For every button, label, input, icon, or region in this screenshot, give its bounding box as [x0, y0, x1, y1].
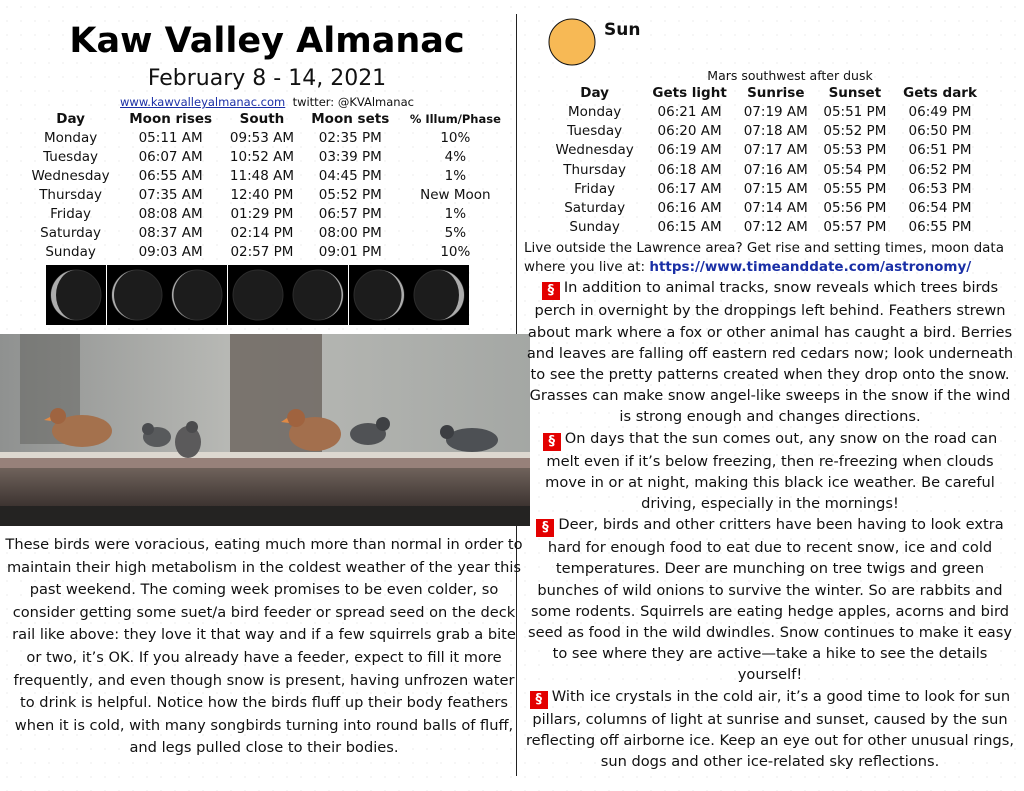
sun-cell: 07:16 AM: [743, 161, 808, 178]
note-text: On days that the sun comes out, any snow on the road can melt even if it’s below freezing, then re-freezing when clouds move in or at night, making this black ice weather. Be careful driving, especially in the mornings!: [545, 429, 998, 513]
sun-table-header: [546, 84, 986, 103]
elsewhere-note: [524, 239, 1016, 277]
moon-col-phase: % Illum/Phase: [409, 112, 501, 126]
moon-cell: 12:40 PM: [230, 187, 294, 203]
sun-cell: Thursday: [563, 161, 627, 178]
timeanddate-link[interactable]: https://www.timeanddate.com/astronomy/: [649, 259, 972, 276]
sun-table-row: [546, 122, 986, 141]
moon-cell: 5%: [444, 225, 467, 241]
sun-cell: Wednesday: [555, 142, 634, 159]
sun-table-body: [546, 103, 986, 237]
sun-table-row: [546, 199, 986, 218]
sun-cell: 06:18 AM: [657, 161, 722, 178]
moon-phase-image: [288, 265, 348, 325]
elsewhere-text: Live outside the Lawrence area? Get rise and setting times, moon data where you live at:: [524, 240, 1005, 276]
sun-cell: 06:15 AM: [657, 219, 722, 236]
moon-cell: Monday: [43, 130, 98, 146]
sun-table-row: [546, 103, 986, 122]
sun-cell: 07:18 AM: [743, 123, 808, 140]
section-mark-icon: §: [542, 282, 560, 300]
note-text: In addition to animal tracks, snow reveals which trees birds perch in overnight by the droppings left behind. Feathers strewn about mark where a fox or other animal has caught a bird. Berries and leaves are falling off eastern red cedars now; look underneath to see the pretty patterns created when they drop onto the snow. Grasses can make snow angel-like sweeps in the snow if the wind is strong enough and changes directions.: [526, 279, 1014, 426]
website-link[interactable]: www.kawvalleyalmanac.com: [120, 95, 286, 109]
sun-cell: 07:19 AM: [743, 104, 808, 120]
moon-cell: 09:03 AM: [138, 244, 203, 260]
moon-phase-image: [409, 265, 469, 325]
moon-table-row: [22, 243, 512, 262]
moon-cell: 08:37 AM: [138, 225, 203, 241]
moon-cell: 04:45 PM: [318, 168, 382, 184]
sun-table-row: [546, 180, 986, 199]
moon-table-row: [22, 186, 512, 205]
sun-cell: 05:55 PM: [823, 180, 887, 197]
moon-cell: 1%: [444, 206, 467, 222]
moon-table-header: [22, 110, 512, 129]
moon-cell: 09:01 PM: [318, 244, 382, 260]
sun-cell: Friday: [574, 180, 616, 197]
note-paragraph: [524, 686, 1016, 773]
sun-cell: 06:21 AM: [657, 104, 722, 120]
moon-cell: Sunday: [45, 244, 96, 260]
date-range: February 8 - 14, 2021: [147, 66, 387, 91]
section-mark-icon: §: [530, 691, 548, 709]
sun-cell: 05:54 PM: [823, 161, 887, 178]
sun-note: Mars southwest after dusk: [707, 68, 873, 83]
moon-col-day: Day: [56, 111, 85, 127]
moon-table-row: [22, 224, 512, 243]
moon-col-rises: Moon rises: [129, 111, 213, 127]
moon-cell: 05:11 AM: [138, 130, 203, 146]
sun-cell: 07:15 AM: [743, 180, 808, 197]
sun-cell: 07:14 AM: [743, 200, 808, 217]
sun-cell: 06:49 PM: [908, 104, 972, 120]
left-column: [5, 18, 523, 757]
sun-cell: 06:19 AM: [657, 142, 722, 159]
moon-cell: Wednesday: [31, 168, 110, 184]
sun-cell: Tuesday: [567, 123, 623, 140]
moon-col-south: South: [239, 111, 285, 127]
moon-cell: 4%: [444, 149, 467, 165]
note-text: With ice crystals in the cold air, it’s a good time to look for sun pillars, columns of light at sunrise and sunset, caused by the sun reflecting off airborne ice. Keep an eye out for other unusual rings, sun dogs and other ice-related sky reflections.: [525, 687, 1015, 771]
sun-col-dark: Gets dark: [903, 85, 977, 101]
sun-col-day: Day: [580, 85, 609, 101]
moon-cell: Saturday: [40, 225, 101, 241]
sun-cell: Monday: [567, 104, 622, 120]
moon-cell: 03:39 PM: [318, 149, 382, 165]
sun-icon: [548, 18, 596, 66]
sun-cell: 06:17 AM: [657, 180, 722, 197]
sun-cell: 06:55 PM: [908, 219, 972, 236]
moon-cell: 02:57 PM: [230, 244, 294, 260]
sun-col-set: Sunset: [828, 85, 882, 101]
moon-cell: 08:08 AM: [138, 206, 203, 222]
page-title: Kaw Valley Almanac: [69, 21, 465, 61]
sun-cell: 05:51 PM: [823, 104, 887, 120]
moon-cell: 10%: [440, 130, 471, 146]
moon-phase-strip: [46, 265, 512, 325]
note-paragraph: [524, 514, 1016, 685]
moon-table: [22, 110, 512, 262]
moon-table-body: [22, 129, 512, 262]
moon-cell: 1%: [444, 168, 467, 184]
moon-cell: 11:48 AM: [229, 168, 294, 184]
moon-cell: 09:53 AM: [229, 130, 294, 146]
sun-cell: Saturday: [564, 200, 626, 217]
moon-cell: 06:55 AM: [138, 168, 203, 184]
moon-cell: Friday: [50, 206, 92, 222]
links-line: [22, 94, 512, 110]
moon-phase-image: [228, 265, 288, 325]
sun-col-light: Gets light: [652, 85, 727, 101]
moon-cell: 10%: [440, 244, 471, 260]
sun-table-row: [546, 161, 986, 180]
sun-label: Sun: [604, 20, 641, 40]
moon-cell: 08:00 PM: [318, 225, 382, 241]
moon-table-row: [22, 205, 512, 224]
sun-cell: 05:53 PM: [823, 142, 887, 159]
sun-cell: 06:54 PM: [908, 200, 972, 217]
sun-cell: 06:16 AM: [657, 200, 722, 217]
sun-cell: 05:57 PM: [823, 219, 887, 236]
sun-cell: 06:53 PM: [908, 180, 972, 197]
section-mark-icon: §: [536, 519, 554, 537]
section-mark-icon: §: [543, 433, 561, 451]
moon-cell: 02:35 PM: [318, 130, 382, 146]
moon-cell: 10:52 AM: [229, 149, 294, 165]
right-column: [524, 14, 1016, 772]
sun-cell: 06:52 PM: [908, 161, 972, 178]
sun-cell: Sunday: [569, 219, 620, 236]
moon-col-sets: Moon sets: [311, 111, 390, 127]
moon-cell: 05:52 PM: [318, 187, 382, 203]
notes-paragraphs: [524, 277, 1016, 772]
moon-cell: 02:14 PM: [230, 225, 294, 241]
moon-phase-image: [167, 265, 227, 325]
twitter-handle: twitter: @KVAlmanac: [292, 95, 414, 109]
moon-cell: Thursday: [39, 187, 102, 203]
sun-cell: 06:50 PM: [908, 123, 972, 140]
note-text: Deer, birds and other critters have been having to look extra hard for enough food to eat due to recent snow, ice and cold temperatures. Deer are munching on tree twigs and green bunches of wild onions to survive the winter. So are rabbits and some rodents. Squirrels are eating hedge apples, acorns and bird seed as food in the wild dwindles. Snow continues to make it easy to see where they are active—take a hike to see the details yourself!: [528, 516, 1012, 684]
sun-cell: 07:17 AM: [743, 142, 808, 159]
sun-table: [546, 84, 986, 237]
note-paragraph: [524, 428, 1016, 515]
sun-cell: 06:20 AM: [657, 123, 722, 140]
moon-cell: 07:35 AM: [138, 187, 203, 203]
moon-cell: 06:07 AM: [138, 149, 203, 165]
sun-table-row: [546, 218, 986, 237]
moon-phase-image: [46, 265, 106, 325]
moon-cell: New Moon: [420, 187, 491, 203]
sun-cell: 05:56 PM: [823, 200, 887, 217]
sun-cell: 06:51 PM: [908, 142, 972, 159]
sun-header: [524, 14, 1016, 68]
sun-table-row: [546, 141, 986, 160]
sun-col-rise: Sunrise: [747, 85, 805, 101]
sun-cell: 07:12 AM: [743, 219, 808, 236]
note-paragraph: [524, 277, 1016, 427]
moon-phase-image: [349, 265, 409, 325]
birds-on-rail-photo: [0, 334, 530, 526]
sun-cell: 05:52 PM: [823, 123, 887, 140]
moon-cell: 06:57 PM: [318, 206, 382, 222]
moon-table-row: [22, 148, 512, 167]
photo-caption: These birds were voracious, eating much more than normal in order to maintain their high metabolism in the coldest weather of the year this past weekend. The coming week promises to be even colder, so consider getting some suet/a bird feeder or spread seed on the deck rail like above: they love it that way and if a few squirrels grab a bite or two, it’s OK. If you already have a feeder, expect to fill it more frequently, and even though snow is present, having unfrozen water to drink is helpful. Notice how the birds fluff up their body feathers when it is cold, with many songbirds turning into round balls of fluff, and legs pulled close to their bodies.: [5, 536, 523, 757]
moon-cell: 01:29 PM: [230, 206, 294, 222]
moon-table-row: [22, 167, 512, 186]
moon-table-row: [22, 129, 512, 148]
moon-phase-image: [107, 265, 167, 325]
moon-cell: Tuesday: [43, 149, 99, 165]
